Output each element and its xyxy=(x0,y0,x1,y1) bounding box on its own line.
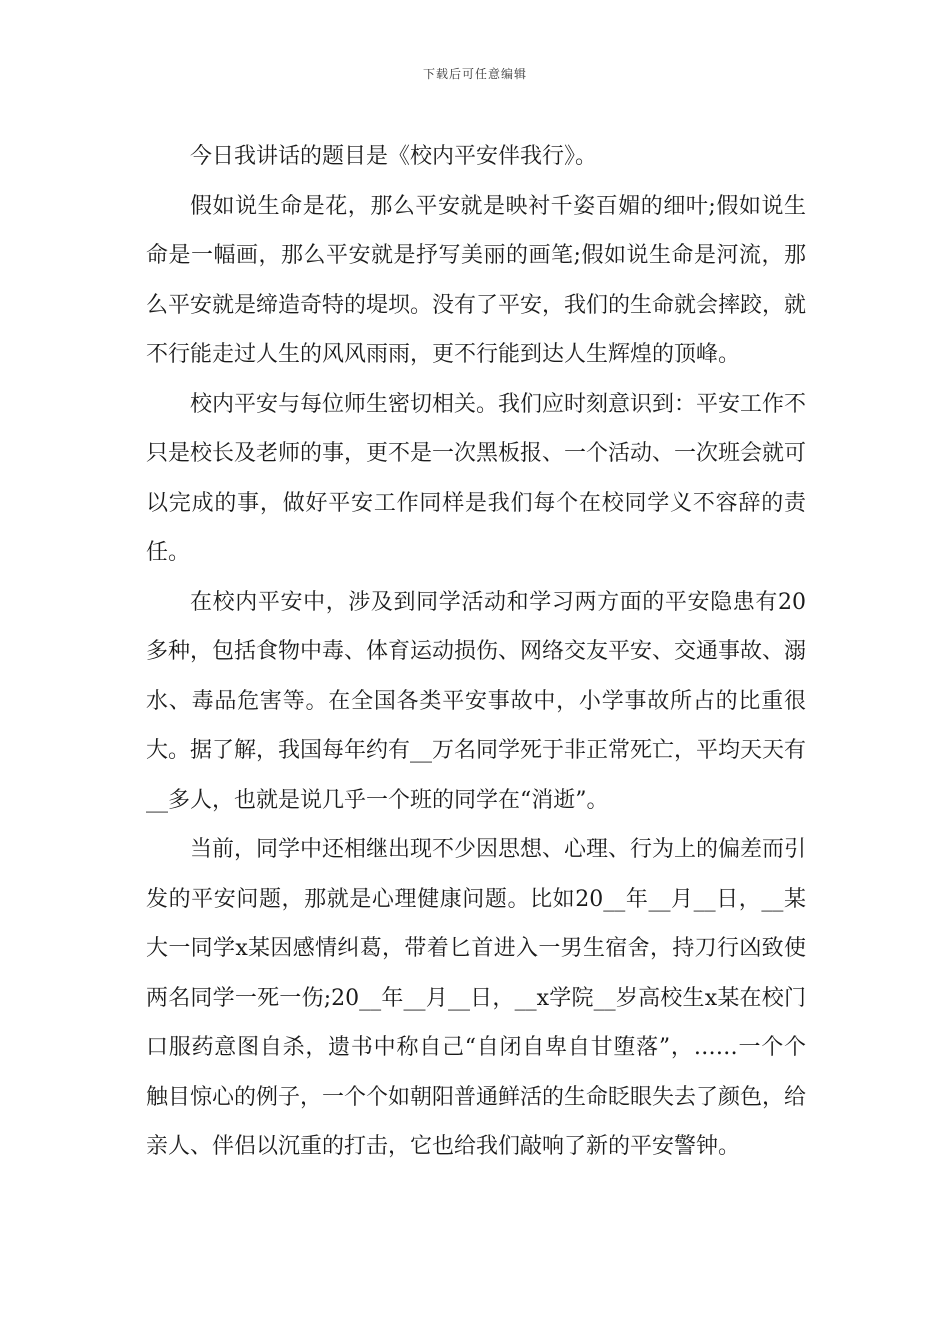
paragraph-life-metaphor: 假如说生命是花，那么平安就是映衬千姿百媚的细叶;假如说生命是一幅画，那么平安就是抒写美丽的画笔;假如说生命是河流，那么平安就是缔造奇特的堤坝。没有了平安，我们的生命就会摔跤，就不行能走过人生的风风雨雨，更不行能到达人生辉煌的顶峰。 xyxy=(146,193,807,367)
paragraph-mental-health: 当前，同学中还相继出现不少因思想、心理、行为上的偏差而引发的平安问题，那就是心理健康问题。比如20__年__月__日，__某大一同学x某因感情纠葛，带着匕首进入一男生宿舍，持刀行凶致使两名同学一死一伤;20__年__月__日，__x学院__岁高校生x某在校门口服药意图自杀，遗书中称自己“自闭自卑自甘堕落”，……一个个触目惊心的例子，一个个如朝阳普通鲜活的生命眨眼失去了颜色，给亲人、伴侣以沉重的打击，它也给我们敲响了新的平安警钟。 xyxy=(146,837,807,1159)
document-body xyxy=(146,132,806,1172)
paragraph-safety-hazards: 在校内平安中，涉及到同学活动和学习两方面的平安隐患有20多种，包括食物中毒、体育运动损伤、网络交友平安、交通事故、溺水、毒品危害等。在全国各类平安事故中，小学事故所占的比重很大。据了解，我国每年约有__万名同学死于非正常死亡，平均天天有__多人，也就是说几乎一个班的同学在“消逝”。 xyxy=(146,589,807,813)
paragraph-safety-responsibility: 校内平安与每位师生密切相关。我们应时刻意识到：平安工作不只是校长及老师的事，更不是一次黑板报、一个活动、一次班会就可以完成的事，做好平安工作同样是我们每个在校同学义不容辞的责任。 xyxy=(146,391,807,565)
page-header: 下载后可任意编辑 xyxy=(422,67,527,81)
paragraph-title-intro: 今日我讲话的题目是《校内平安伴我行》。 xyxy=(190,144,598,169)
